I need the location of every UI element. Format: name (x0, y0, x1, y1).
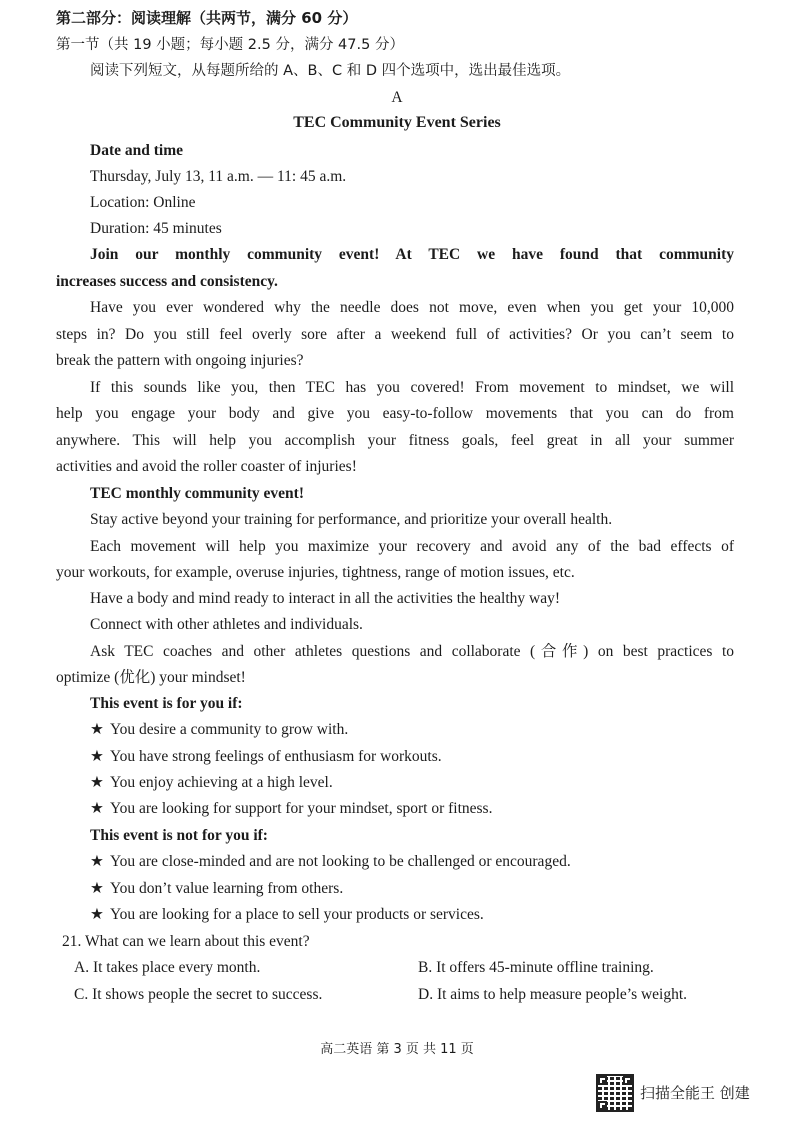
not-for-you-item: ★ You are looking for a place to sell your products or services. (90, 906, 484, 923)
paragraph-7-line-1: Ask TEC coaches and other athletes questions and collaborate (合作) on best practices to (90, 643, 734, 660)
for-you-item: ★ You desire a community to grow with. (90, 721, 349, 738)
star-icon: ★ (90, 748, 104, 765)
star-icon: ★ (90, 800, 104, 817)
part-title: 第二部分：阅读理解（共两节，满分 60 分） (56, 9, 358, 27)
not-for-you-item: ★ You are close-minded and are not looking to be challenged or encouraged. (90, 853, 571, 870)
paragraph-4-line-1: Each movement will help you maximize your recovery and avoid any of the bad effects of (90, 538, 734, 555)
paragraph-7-line-2: optimize (优化) your mindset! (56, 669, 246, 686)
instructions: 阅读下列短文，从每题所给的 A、B、C 和 D 四个选项中，选出最佳选项。 (90, 63, 571, 79)
paragraph-4-line-2: your workouts, for example, overuse injuries, tightness, range of motion issues, etc. (56, 564, 575, 581)
section-title: 第一节（共 19 小题；每小题 2.5 分，满分 47.5 分） (56, 37, 404, 53)
for-you-item: ★ You enjoy achieving at a high level. (90, 774, 333, 791)
for-you-item: ★ You are looking for support for your mindset, sport or fitness. (90, 800, 493, 817)
date-heading: Date and time (90, 142, 183, 159)
paragraph-2-line-3: anywhere. This will help you accomplish your fitness goals, feel great in all your summer (56, 432, 734, 449)
star-icon: ★ (90, 853, 104, 870)
paragraph-1-line-3: break the pattern with ongoing injuries? (56, 352, 304, 369)
passage-letter: A (391, 89, 403, 106)
monthly-event-heading: TEC monthly community event! (90, 485, 304, 502)
option-b[interactable]: B. It offers 45-minute offline training. (418, 959, 654, 976)
for-you-item: ★ You have strong feelings of enthusiasm for workouts. (90, 748, 442, 765)
paragraph-6: Connect with other athletes and individuals. (90, 616, 363, 633)
option-a[interactable]: A. It takes place every month. (74, 959, 261, 976)
paragraph-3: Stay active beyond your training for performance, and prioritize your overall health. (90, 511, 613, 528)
intro-line-2: increases success and consistency. (56, 273, 278, 290)
not-for-you-item: ★ You don’t value learning from others. (90, 880, 344, 897)
paragraph-1-line-1: Have you ever wondered why the needle does not move, even when you get your 10,000 (90, 299, 734, 316)
star-icon: ★ (90, 774, 104, 791)
passage-title: TEC Community Event Series (293, 114, 501, 131)
star-icon: ★ (90, 880, 104, 897)
event-location: Location: Online (90, 194, 196, 211)
option-d[interactable]: D. It aims to help measure people’s weight. (418, 986, 688, 1003)
for-you-heading: This event is for you if: (90, 695, 243, 712)
paragraph-2-line-4: activities and avoid the roller coaster of injuries! (56, 458, 357, 475)
not-for-you-heading: This event is not for you if: (90, 827, 268, 844)
question-stem: 21. What can we learn about this event? (62, 933, 310, 950)
qr-code-icon (598, 1076, 632, 1110)
page-footer: 高二英语 第 3 页 共 11 页 (320, 1042, 474, 1057)
star-icon: ★ (90, 721, 104, 738)
event-duration: Duration: 45 minutes (90, 220, 222, 237)
scanner-label: 扫描全能王 创建 (640, 1084, 750, 1102)
paragraph-5: Have a body and mind ready to interact in all the activities the healthy way! (90, 590, 561, 607)
star-icon: ★ (90, 906, 104, 923)
intro-line-1: Join our monthly community event! At TEC we have found that community (90, 246, 734, 263)
option-c[interactable]: C. It shows people the secret to success. (74, 986, 323, 1003)
paragraph-1-line-2: steps in? Do you still feel overly sore after a weekend full of activities? Or you can’t seem to (56, 326, 734, 343)
paragraph-2-line-1: If this sounds like you, then TEC has you covered! From movement to mindset, we will (90, 379, 734, 396)
event-date: Thursday, July 13, 11 a.m. — 11: 45 a.m. (90, 168, 347, 185)
paragraph-2-line-2: help you engage your body and give you easy-to-follow movements that you can do from (56, 405, 734, 422)
